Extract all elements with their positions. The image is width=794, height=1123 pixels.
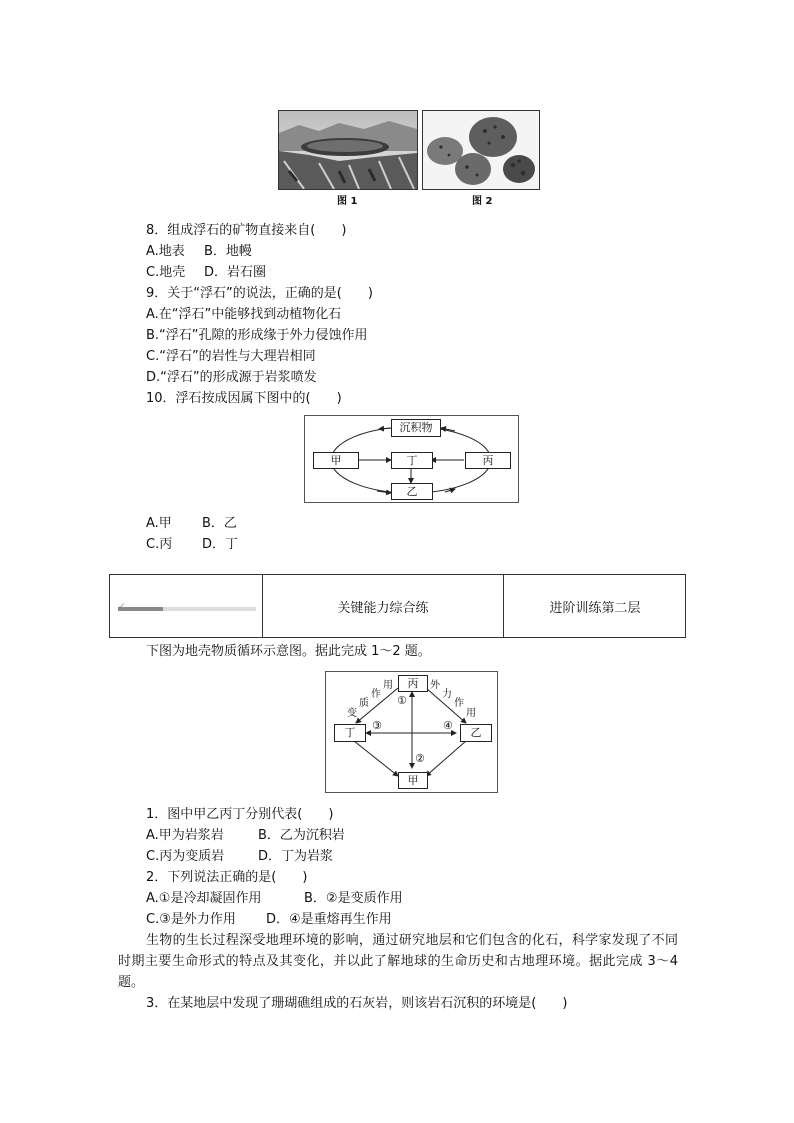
d2-node-yi: 乙 (460, 724, 492, 742)
question-2-options-cd (146, 909, 392, 930)
d2-right-label-char-3: 作 (454, 698, 464, 709)
question-2-options-ab (146, 888, 403, 909)
figure-1-caption: 图 1 (337, 196, 358, 207)
question-10-option-a[interactable]: A.甲 (146, 516, 172, 531)
d2-right-label-char-1: 外 (430, 680, 440, 691)
check-icon: ✓ (118, 602, 126, 612)
question-8-option-c[interactable]: C.地壳 (146, 265, 186, 280)
figure-2-pumice-photo (422, 110, 540, 190)
d2-left-label-char-1: 变 (347, 708, 357, 719)
crust-cycle-diagram (325, 671, 498, 793)
d2-left-label-char-4: 用 (383, 680, 393, 691)
question-8-option-d[interactable]: D．岩石圈 (204, 265, 267, 280)
d2-node-ding: 丁 (334, 724, 366, 742)
d2-label-4: ④ (443, 719, 453, 732)
d2-left-label-char-2: 质 (359, 698, 369, 709)
question-8-option-a[interactable]: A.地表 (146, 244, 185, 259)
question-1-option-b[interactable]: B．乙为沉积岩 (258, 828, 345, 843)
banner-level: 进阶训练第二层 (503, 575, 686, 637)
intro-2-paragraph: 生物的生长过程深受地理环境的影响，通过研究地层和它们包含的化石，科学家发现了不同时期主要生命形式的特点及其变化，并以此了解地球的生命历史和古地理环境。据此完成 3～4 题。 (118, 933, 678, 990)
question-9-option-a[interactable]: A.在“浮石”中能够找到动植物化石 (146, 307, 342, 322)
rock-cycle-diagram-q10 (304, 415, 519, 503)
question-1-stem: 1．图中甲乙丙丁分别代表( ) (146, 807, 334, 822)
figure-2-caption: 图 2 (472, 196, 493, 207)
d2-left-label-char-3: 作 (371, 689, 381, 700)
intro-1: 下图为地壳物质循环示意图。据此完成 1～2 题。 (146, 644, 431, 659)
question-2-option-c[interactable]: C.③是外力作用 (146, 912, 236, 927)
q10-node-jia: 甲 (313, 452, 359, 469)
question-8-stem: 8．组成浮石的矿物直接来自( ) (146, 223, 347, 238)
section-banner (109, 574, 686, 638)
question-10-options-ab (146, 513, 237, 534)
question-1-option-d[interactable]: D．丁为岩浆 (258, 849, 334, 864)
question-2-option-d[interactable]: D．④是重熔再生作用 (266, 912, 392, 927)
d2-label-2: ② (415, 752, 425, 765)
d2-node-bing: 丙 (398, 675, 428, 692)
d2-right-label-char-4: 用 (466, 708, 476, 719)
question-8-options-ab (146, 241, 252, 262)
question-2-option-b[interactable]: B．②是变质作用 (304, 891, 403, 906)
question-3-stem: 3．在某地层中发现了珊瑚礁组成的石灰岩，则该岩石沉积的环境是( ) (146, 996, 568, 1011)
question-1-option-a[interactable]: A.甲为岩浆岩 (146, 828, 224, 843)
question-10-option-d[interactable]: D．丁 (202, 537, 239, 552)
q10-node-bing: 丙 (465, 452, 511, 469)
question-2-option-a[interactable]: A.①是冷却凝固作用 (146, 891, 262, 906)
question-10-option-b[interactable]: B．乙 (202, 516, 237, 531)
d2-label-3: ③ (372, 719, 382, 732)
question-2-stem: 2．下列说法正确的是( ) (146, 870, 308, 885)
question-10-option-c[interactable]: C.丙 (146, 537, 173, 552)
d2-right-label-char-2: 力 (442, 689, 452, 700)
figure-1-crater-lake-photo (278, 110, 418, 190)
question-9-stem: 9．关于“浮石”的说法，正确的是( ) (146, 286, 373, 301)
question-1-options-cd (146, 846, 333, 867)
banner-title: 关键能力综合练 (262, 575, 503, 637)
q10-node-yi: 乙 (391, 483, 433, 500)
q10-node-ding: 丁 (391, 452, 433, 469)
question-9-option-d[interactable]: D.“浮石”的形成源于岩浆喷发 (146, 370, 317, 385)
question-10-stem: 10．浮石按成因属下图中的( ) (146, 391, 342, 406)
banner-progress-bar (118, 607, 256, 611)
question-8-options-cd (146, 262, 266, 283)
question-10-options-cd (146, 534, 238, 555)
d2-node-jia: 甲 (398, 772, 428, 789)
question-9-option-b[interactable]: B.“浮石”孔隙的形成缘于外力侵蚀作用 (146, 328, 368, 343)
q10-node-sediment: 沉积物 (391, 419, 441, 437)
question-9-option-c[interactable]: C.“浮石”的岩性与大理岩相同 (146, 349, 316, 364)
question-1-option-c[interactable]: C.丙为变质岩 (146, 849, 225, 864)
question-8-option-b[interactable]: B．地幔 (204, 244, 252, 259)
d2-label-1: ① (397, 694, 407, 707)
question-1-options-ab (146, 825, 345, 846)
